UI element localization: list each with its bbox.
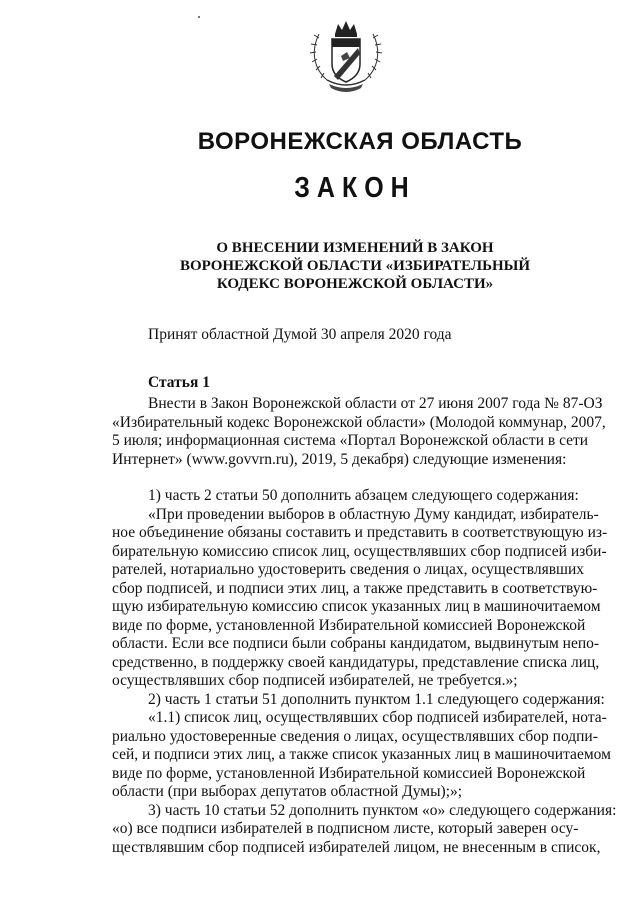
intro-line: 5 июля; информационная система «Портал Воронежской области в сети <box>112 432 589 449</box>
article-body <box>112 395 617 857</box>
coat-of-arms-icon <box>305 18 387 100</box>
item1-line: ное объединение обязаны составить и представить в соответствующую из- <box>112 524 608 541</box>
item2-line: «1.1) список лиц, осуществлявших сбор подписей избирателей, нота- <box>148 709 607 726</box>
item2-line: области (при выборах депутатов областной Думы);»; <box>112 783 463 800</box>
scan-speck <box>198 16 200 18</box>
item1-line: щую избирательную комиссию список указанных лиц в машиночитаемом <box>112 598 601 615</box>
item1-line: сбор подписей, и подписи этих лиц, а также представить в соответствую- <box>112 579 598 597</box>
intro-line: «Избирательный кодекс Воронежской области» (Молодой коммунар, 2007, <box>112 413 606 431</box>
item1-line: бирательную комиссию список лиц, осуществлявших сбор подписей изби- <box>112 542 607 560</box>
adoption-note: Принят областной Думой 30 апреля 2020 года <box>148 326 452 343</box>
region-title: ВОРОНЕЖСКАЯ ОБЛАСТЬ <box>197 128 523 155</box>
item1-line: осуществлявших сбор подписей избирателей, не требуется.»; <box>112 672 518 689</box>
document-type: ЗАКОН <box>294 171 416 205</box>
item3-line: 3) часть 10 статьи 52 дополнить пунктом «о» следующего содержания: <box>148 801 617 819</box>
item1-line: средственно, в поддержку своей кандидатуры, представление списка лиц, <box>112 653 600 671</box>
item2-line: 2) часть 1 статьи 51 дополнить пунктом 1.1 следующего содержания: <box>148 690 605 708</box>
item1-line: области. Если все подписи были собраны кандидатом, выдвинутым непо- <box>112 635 600 652</box>
item2-line: виде по форме, установленной Избирательной комиссией Воронежской <box>112 764 586 782</box>
article-heading: Статья 1 <box>148 374 210 391</box>
law-title-line: ВОРОНЕЖСКОЙ ОБЛАСТИ «ИЗБИРАТЕЛЬНЫЙ <box>179 258 531 274</box>
law-title <box>0 239 640 293</box>
item2-line: сей, и подписи этих лиц, а также список указанных лиц в машиночитаемом <box>112 746 611 763</box>
paragraph-gap <box>112 469 600 487</box>
intro-line: Интернет» (www.govvrn.ru), 2019, 5 декабря) следующие изменения: <box>112 450 567 468</box>
item3-line: «о) все подписи избирателей в подписном листе, который заверен осу- <box>112 820 579 837</box>
law-title-line: О ВНЕСЕНИИ ИЗМЕНЕНИЙ В ЗАКОН <box>216 240 494 256</box>
item2-line: риально удостоверенные сведения о лицах, осуществлявших сбор подпи- <box>112 727 598 745</box>
item1-line: «При проведении выборов в областную Думу кандидат, избиратель- <box>148 505 599 523</box>
item1-line: виде по форме, установленной Избирательной комиссией Воронежской <box>112 616 586 634</box>
law-title-line: КОДЕКС ВОРОНЕЖСКОЙ ОБЛАСТИ» <box>216 276 494 292</box>
item1-line: рателей, нотариально удостоверить сведения о лицах, осуществлявших <box>112 561 585 578</box>
item1-line: 1) часть 2 статьи 50 дополнить абзацем следующего содержания: <box>148 487 579 504</box>
item3-line: ществлявшим сбор подписей избирателей лицом, не внесенным в список, <box>112 838 601 856</box>
intro-line: Внести в Закон Воронежской области от 27 июня 2007 года № 87-ОЗ <box>148 395 603 412</box>
